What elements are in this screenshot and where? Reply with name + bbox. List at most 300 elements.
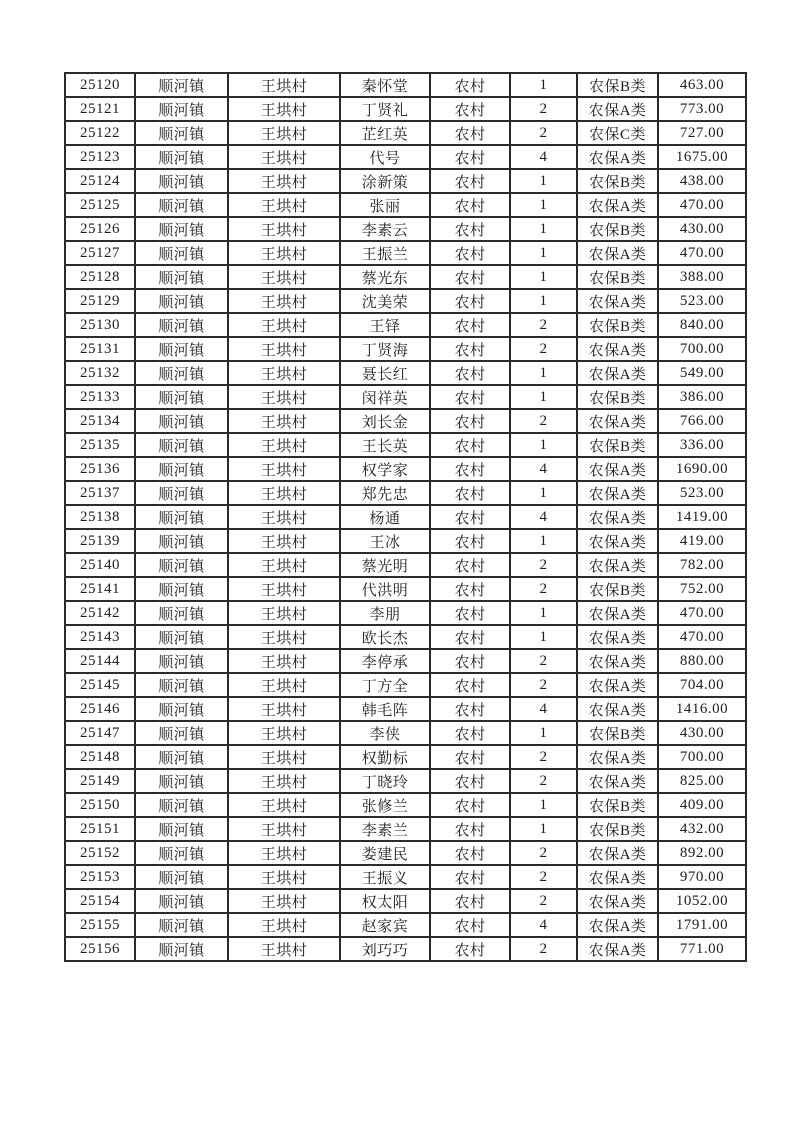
table-cell-serial: 25131 [65, 337, 135, 361]
table-cell-town: 顺河镇 [135, 697, 228, 721]
table-cell-village: 王垬村 [228, 433, 340, 457]
table-cell-town: 顺河镇 [135, 217, 228, 241]
table-row [65, 937, 746, 961]
table-cell-village: 王垬村 [228, 817, 340, 841]
table-cell-serial: 25140 [65, 553, 135, 577]
table-cell-insurance-category: 农保B类 [577, 817, 658, 841]
table-cell-household-count: 4 [510, 505, 577, 529]
table-cell-amount: 840.00 [658, 313, 746, 337]
table-cell-village: 王垬村 [228, 529, 340, 553]
table-cell-town: 顺河镇 [135, 673, 228, 697]
table-cell-household-count: 1 [510, 289, 577, 313]
table-cell-serial: 25137 [65, 481, 135, 505]
table-cell-amount: 549.00 [658, 361, 746, 385]
table-row [65, 673, 746, 697]
table-cell-residence-type: 农村 [430, 553, 510, 577]
table-cell-amount: 470.00 [658, 241, 746, 265]
table-cell-residence-type: 农村 [430, 73, 510, 97]
table-cell-household-count: 1 [510, 529, 577, 553]
table-cell-name: 刘巧巧 [340, 937, 430, 961]
table-cell-town: 顺河镇 [135, 313, 228, 337]
table-cell-serial: 25148 [65, 745, 135, 769]
table-cell-amount: 1690.00 [658, 457, 746, 481]
table-cell-residence-type: 农村 [430, 193, 510, 217]
table-cell-residence-type: 农村 [430, 625, 510, 649]
table-cell-household-count: 2 [510, 841, 577, 865]
table-cell-town: 顺河镇 [135, 241, 228, 265]
table-cell-amount: 388.00 [658, 265, 746, 289]
table-cell-residence-type: 农村 [430, 361, 510, 385]
table-cell-amount: 727.00 [658, 121, 746, 145]
table-row [65, 73, 746, 97]
table-row [65, 169, 746, 193]
table-cell-town: 顺河镇 [135, 769, 228, 793]
table-cell-serial: 25144 [65, 649, 135, 673]
table-cell-household-count: 4 [510, 697, 577, 721]
table-cell-serial: 25123 [65, 145, 135, 169]
table-cell-name: 代号 [340, 145, 430, 169]
table-cell-name: 赵家宾 [340, 913, 430, 937]
table-cell-village: 王垬村 [228, 193, 340, 217]
table-cell-amount: 970.00 [658, 865, 746, 889]
table-cell-serial: 25121 [65, 97, 135, 121]
table-cell-residence-type: 农村 [430, 97, 510, 121]
table-cell-insurance-category: 农保B类 [577, 265, 658, 289]
table-cell-village: 王垬村 [228, 745, 340, 769]
table-cell-name: 权学家 [340, 457, 430, 481]
table-cell-village: 王垬村 [228, 673, 340, 697]
table-cell-residence-type: 农村 [430, 385, 510, 409]
table-cell-amount: 470.00 [658, 193, 746, 217]
table-row [65, 409, 746, 433]
table-cell-household-count: 1 [510, 217, 577, 241]
table-cell-amount: 336.00 [658, 433, 746, 457]
table-cell-village: 王垬村 [228, 889, 340, 913]
table-cell-town: 顺河镇 [135, 433, 228, 457]
table-cell-town: 顺河镇 [135, 889, 228, 913]
table-cell-town: 顺河镇 [135, 553, 228, 577]
table-cell-village: 王垬村 [228, 145, 340, 169]
table-row [65, 553, 746, 577]
table-cell-household-count: 2 [510, 553, 577, 577]
table-cell-household-count: 1 [510, 793, 577, 817]
table-cell-serial: 25145 [65, 673, 135, 697]
table-cell-insurance-category: 农保B类 [577, 313, 658, 337]
table-cell-village: 王垬村 [228, 601, 340, 625]
table-row [65, 913, 746, 937]
table-cell-serial: 25129 [65, 289, 135, 313]
table-cell-name: 涂新策 [340, 169, 430, 193]
table-cell-village: 王垬村 [228, 313, 340, 337]
table-cell-household-count: 1 [510, 433, 577, 457]
table-row [65, 721, 746, 745]
table-cell-town: 顺河镇 [135, 865, 228, 889]
table-cell-household-count: 2 [510, 313, 577, 337]
table-cell-serial: 25120 [65, 73, 135, 97]
table-cell-town: 顺河镇 [135, 913, 228, 937]
table-cell-residence-type: 农村 [430, 913, 510, 937]
table-cell-town: 顺河镇 [135, 145, 228, 169]
table-cell-amount: 773.00 [658, 97, 746, 121]
table-cell-village: 王垬村 [228, 241, 340, 265]
table-row [65, 481, 746, 505]
table-cell-household-count: 1 [510, 361, 577, 385]
table-cell-household-count: 1 [510, 169, 577, 193]
table-cell-residence-type: 农村 [430, 409, 510, 433]
table-cell-town: 顺河镇 [135, 409, 228, 433]
table-cell-village: 王垬村 [228, 865, 340, 889]
table-row [65, 889, 746, 913]
table-cell-village: 王垬村 [228, 721, 340, 745]
table-cell-residence-type: 农村 [430, 817, 510, 841]
table-cell-residence-type: 农村 [430, 745, 510, 769]
table-cell-amount: 438.00 [658, 169, 746, 193]
table-cell-residence-type: 农村 [430, 529, 510, 553]
table-cell-town: 顺河镇 [135, 793, 228, 817]
table-cell-insurance-category: 农保A类 [577, 865, 658, 889]
table-cell-town: 顺河镇 [135, 721, 228, 745]
table-cell-serial: 25124 [65, 169, 135, 193]
table-cell-town: 顺河镇 [135, 121, 228, 145]
table-cell-name: 王长英 [340, 433, 430, 457]
table-cell-household-count: 1 [510, 817, 577, 841]
table-cell-household-count: 1 [510, 481, 577, 505]
table-cell-name: 王振义 [340, 865, 430, 889]
table-cell-residence-type: 农村 [430, 337, 510, 361]
table-cell-amount: 771.00 [658, 937, 746, 961]
table-cell-household-count: 2 [510, 649, 577, 673]
table-cell-amount: 430.00 [658, 721, 746, 745]
table-cell-insurance-category: 农保B类 [577, 217, 658, 241]
table-row [65, 601, 746, 625]
table-cell-serial: 25142 [65, 601, 135, 625]
table-cell-village: 王垬村 [228, 385, 340, 409]
table-cell-amount: 409.00 [658, 793, 746, 817]
table-cell-serial: 25146 [65, 697, 135, 721]
table-cell-village: 王垬村 [228, 913, 340, 937]
table-cell-name: 沈美荣 [340, 289, 430, 313]
table-cell-insurance-category: 农保A类 [577, 889, 658, 913]
table-cell-village: 王垬村 [228, 409, 340, 433]
table-cell-town: 顺河镇 [135, 289, 228, 313]
table-cell-household-count: 2 [510, 865, 577, 889]
table-cell-town: 顺河镇 [135, 649, 228, 673]
table-row [65, 337, 746, 361]
table-cell-household-count: 2 [510, 337, 577, 361]
table-cell-serial: 25125 [65, 193, 135, 217]
table-cell-village: 王垬村 [228, 289, 340, 313]
table-cell-household-count: 2 [510, 577, 577, 601]
table-cell-village: 王垬村 [228, 769, 340, 793]
table-cell-serial: 25135 [65, 433, 135, 457]
table-cell-village: 王垬村 [228, 793, 340, 817]
table-cell-insurance-category: 农保A类 [577, 601, 658, 625]
table-cell-household-count: 1 [510, 625, 577, 649]
table-cell-insurance-category: 农保A类 [577, 457, 658, 481]
table-cell-residence-type: 农村 [430, 481, 510, 505]
table-cell-town: 顺河镇 [135, 745, 228, 769]
table-cell-village: 王垬村 [228, 169, 340, 193]
table-cell-town: 顺河镇 [135, 505, 228, 529]
table-cell-residence-type: 农村 [430, 577, 510, 601]
table-cell-household-count: 1 [510, 721, 577, 745]
table-cell-name: 王冰 [340, 529, 430, 553]
table-cell-name: 丁方全 [340, 673, 430, 697]
table-cell-serial: 25130 [65, 313, 135, 337]
table-cell-amount: 700.00 [658, 745, 746, 769]
table-cell-residence-type: 农村 [430, 793, 510, 817]
table-cell-insurance-category: 农保B类 [577, 433, 658, 457]
table-cell-name: 权太阳 [340, 889, 430, 913]
table-row [65, 577, 746, 601]
table-cell-serial: 25151 [65, 817, 135, 841]
table-row [65, 361, 746, 385]
table-cell-residence-type: 农村 [430, 121, 510, 145]
table-row [65, 289, 746, 313]
table-cell-name: 李素云 [340, 217, 430, 241]
table-cell-village: 王垬村 [228, 625, 340, 649]
table-cell-serial: 25141 [65, 577, 135, 601]
table-cell-name: 权勤标 [340, 745, 430, 769]
table-cell-amount: 1791.00 [658, 913, 746, 937]
table-cell-residence-type: 农村 [430, 145, 510, 169]
table-cell-name: 李停承 [340, 649, 430, 673]
table-cell-name: 秦怀堂 [340, 73, 430, 97]
table-row [65, 241, 746, 265]
table-cell-serial: 25149 [65, 769, 135, 793]
table-row [65, 433, 746, 457]
table-cell-insurance-category: 农保B类 [577, 577, 658, 601]
table-cell-household-count: 2 [510, 673, 577, 697]
table-cell-serial: 25152 [65, 841, 135, 865]
table-cell-household-count: 4 [510, 145, 577, 169]
table-cell-insurance-category: 农保A类 [577, 649, 658, 673]
table-cell-residence-type: 农村 [430, 241, 510, 265]
table-cell-name: 丁晓玲 [340, 769, 430, 793]
table-cell-town: 顺河镇 [135, 937, 228, 961]
table-cell-insurance-category: 农保B类 [577, 721, 658, 745]
table-cell-name: 丁贤礼 [340, 97, 430, 121]
table-cell-serial: 25153 [65, 865, 135, 889]
table-cell-town: 顺河镇 [135, 577, 228, 601]
table-cell-insurance-category: 农保A类 [577, 289, 658, 313]
table-cell-amount: 700.00 [658, 337, 746, 361]
table-cell-residence-type: 农村 [430, 841, 510, 865]
table-cell-household-count: 2 [510, 937, 577, 961]
table-row [65, 121, 746, 145]
table-cell-amount: 1675.00 [658, 145, 746, 169]
table-cell-serial: 25134 [65, 409, 135, 433]
table-cell-amount: 704.00 [658, 673, 746, 697]
table-cell-household-count: 4 [510, 913, 577, 937]
table-cell-name: 蔡光明 [340, 553, 430, 577]
table-cell-household-count: 1 [510, 601, 577, 625]
table-cell-residence-type: 农村 [430, 505, 510, 529]
table-cell-amount: 432.00 [658, 817, 746, 841]
table-cell-serial: 25156 [65, 937, 135, 961]
table-cell-residence-type: 农村 [430, 673, 510, 697]
table-cell-amount: 1416.00 [658, 697, 746, 721]
table-body [65, 73, 746, 961]
table-cell-town: 顺河镇 [135, 601, 228, 625]
table-cell-town: 顺河镇 [135, 265, 228, 289]
table-cell-amount: 470.00 [658, 601, 746, 625]
table-cell-residence-type: 农村 [430, 169, 510, 193]
table-cell-serial: 25122 [65, 121, 135, 145]
pension-roster-table [64, 72, 747, 962]
table-cell-serial: 25147 [65, 721, 135, 745]
table-cell-serial: 25128 [65, 265, 135, 289]
table-cell-town: 顺河镇 [135, 625, 228, 649]
table-row [65, 697, 746, 721]
table-cell-name: 李朋 [340, 601, 430, 625]
table-cell-household-count: 1 [510, 241, 577, 265]
table-cell-household-count: 2 [510, 889, 577, 913]
table-cell-insurance-category: 农保A类 [577, 673, 658, 697]
table-cell-town: 顺河镇 [135, 169, 228, 193]
table-cell-serial: 25150 [65, 793, 135, 817]
table-cell-insurance-category: 农保A类 [577, 913, 658, 937]
table-cell-residence-type: 农村 [430, 433, 510, 457]
table-cell-amount: 892.00 [658, 841, 746, 865]
table-cell-residence-type: 农村 [430, 937, 510, 961]
table-cell-residence-type: 农村 [430, 313, 510, 337]
table-cell-village: 王垬村 [228, 73, 340, 97]
table-cell-insurance-category: 农保A类 [577, 361, 658, 385]
table-cell-name: 韩毛阵 [340, 697, 430, 721]
table-cell-household-count: 2 [510, 745, 577, 769]
table-cell-town: 顺河镇 [135, 817, 228, 841]
table-cell-insurance-category: 农保A类 [577, 553, 658, 577]
table-cell-village: 王垬村 [228, 97, 340, 121]
table-cell-serial: 25126 [65, 217, 135, 241]
table-cell-insurance-category: 农保A类 [577, 769, 658, 793]
table-cell-amount: 1419.00 [658, 505, 746, 529]
table-cell-town: 顺河镇 [135, 193, 228, 217]
table-cell-residence-type: 农村 [430, 265, 510, 289]
table-cell-village: 王垬村 [228, 937, 340, 961]
table-cell-amount: 523.00 [658, 481, 746, 505]
table-cell-name: 聂长红 [340, 361, 430, 385]
table-cell-insurance-category: 农保A类 [577, 529, 658, 553]
table-cell-town: 顺河镇 [135, 457, 228, 481]
table-cell-village: 王垬村 [228, 697, 340, 721]
table-cell-insurance-category: 农保C类 [577, 121, 658, 145]
table-cell-insurance-category: 农保A类 [577, 481, 658, 505]
table-cell-household-count: 1 [510, 193, 577, 217]
table-row [65, 865, 746, 889]
table-cell-household-count: 2 [510, 97, 577, 121]
table-cell-village: 王垬村 [228, 481, 340, 505]
table-cell-town: 顺河镇 [135, 481, 228, 505]
table-cell-residence-type: 农村 [430, 457, 510, 481]
table-cell-village: 王垬村 [228, 649, 340, 673]
table-cell-insurance-category: 农保A类 [577, 241, 658, 265]
table-cell-village: 王垬村 [228, 361, 340, 385]
table-row [65, 817, 746, 841]
table-cell-insurance-category: 农保A类 [577, 697, 658, 721]
table-cell-town: 顺河镇 [135, 337, 228, 361]
table-cell-name: 王铎 [340, 313, 430, 337]
table-row [65, 193, 746, 217]
table-cell-town: 顺河镇 [135, 841, 228, 865]
table-cell-insurance-category: 农保A类 [577, 505, 658, 529]
table-cell-name: 丁贤海 [340, 337, 430, 361]
table-cell-town: 顺河镇 [135, 73, 228, 97]
table-row [65, 841, 746, 865]
table-cell-insurance-category: 农保B类 [577, 793, 658, 817]
table-cell-village: 王垬村 [228, 841, 340, 865]
table-row [65, 97, 746, 121]
table-cell-town: 顺河镇 [135, 97, 228, 121]
table-cell-name: 闵祥英 [340, 385, 430, 409]
table-cell-residence-type: 农村 [430, 769, 510, 793]
table-cell-name: 蔡光东 [340, 265, 430, 289]
table-row [65, 313, 746, 337]
table-cell-insurance-category: 农保A类 [577, 145, 658, 169]
table-cell-serial: 25132 [65, 361, 135, 385]
table-cell-serial: 25139 [65, 529, 135, 553]
table-cell-name: 刘长金 [340, 409, 430, 433]
table-cell-name: 王振兰 [340, 241, 430, 265]
table-cell-name: 芷红英 [340, 121, 430, 145]
table-row [65, 625, 746, 649]
table-cell-town: 顺河镇 [135, 385, 228, 409]
table-cell-serial: 25136 [65, 457, 135, 481]
table-cell-village: 王垬村 [228, 577, 340, 601]
table-cell-serial: 25138 [65, 505, 135, 529]
table-cell-amount: 880.00 [658, 649, 746, 673]
table-row [65, 649, 746, 673]
table-cell-serial: 25127 [65, 241, 135, 265]
table-cell-name: 张修兰 [340, 793, 430, 817]
table-cell-amount: 470.00 [658, 625, 746, 649]
table-cell-name: 郑先忠 [340, 481, 430, 505]
table-cell-amount: 825.00 [658, 769, 746, 793]
table-cell-amount: 463.00 [658, 73, 746, 97]
table-cell-household-count: 4 [510, 457, 577, 481]
table-cell-name: 杨通 [340, 505, 430, 529]
table-cell-village: 王垬村 [228, 505, 340, 529]
table-cell-name: 李素兰 [340, 817, 430, 841]
table-cell-village: 王垬村 [228, 121, 340, 145]
table-cell-village: 王垬村 [228, 265, 340, 289]
table-cell-name: 代洪明 [340, 577, 430, 601]
table-cell-household-count: 2 [510, 121, 577, 145]
table-cell-amount: 782.00 [658, 553, 746, 577]
table-cell-insurance-category: 农保A类 [577, 409, 658, 433]
table-cell-village: 王垬村 [228, 337, 340, 361]
table-row [65, 385, 746, 409]
table-cell-household-count: 1 [510, 265, 577, 289]
table-cell-town: 顺河镇 [135, 361, 228, 385]
table-cell-name: 欧长杰 [340, 625, 430, 649]
table-cell-household-count: 2 [510, 769, 577, 793]
table-row [65, 217, 746, 241]
table-cell-town: 顺河镇 [135, 529, 228, 553]
table-cell-insurance-category: 农保B类 [577, 385, 658, 409]
table-row [65, 769, 746, 793]
table-cell-serial: 25154 [65, 889, 135, 913]
table-cell-name: 张丽 [340, 193, 430, 217]
table-row [65, 457, 746, 481]
table-cell-insurance-category: 农保A类 [577, 745, 658, 769]
table-row [65, 529, 746, 553]
table-row [65, 265, 746, 289]
table-cell-amount: 386.00 [658, 385, 746, 409]
table-cell-residence-type: 农村 [430, 889, 510, 913]
table-cell-serial: 25133 [65, 385, 135, 409]
